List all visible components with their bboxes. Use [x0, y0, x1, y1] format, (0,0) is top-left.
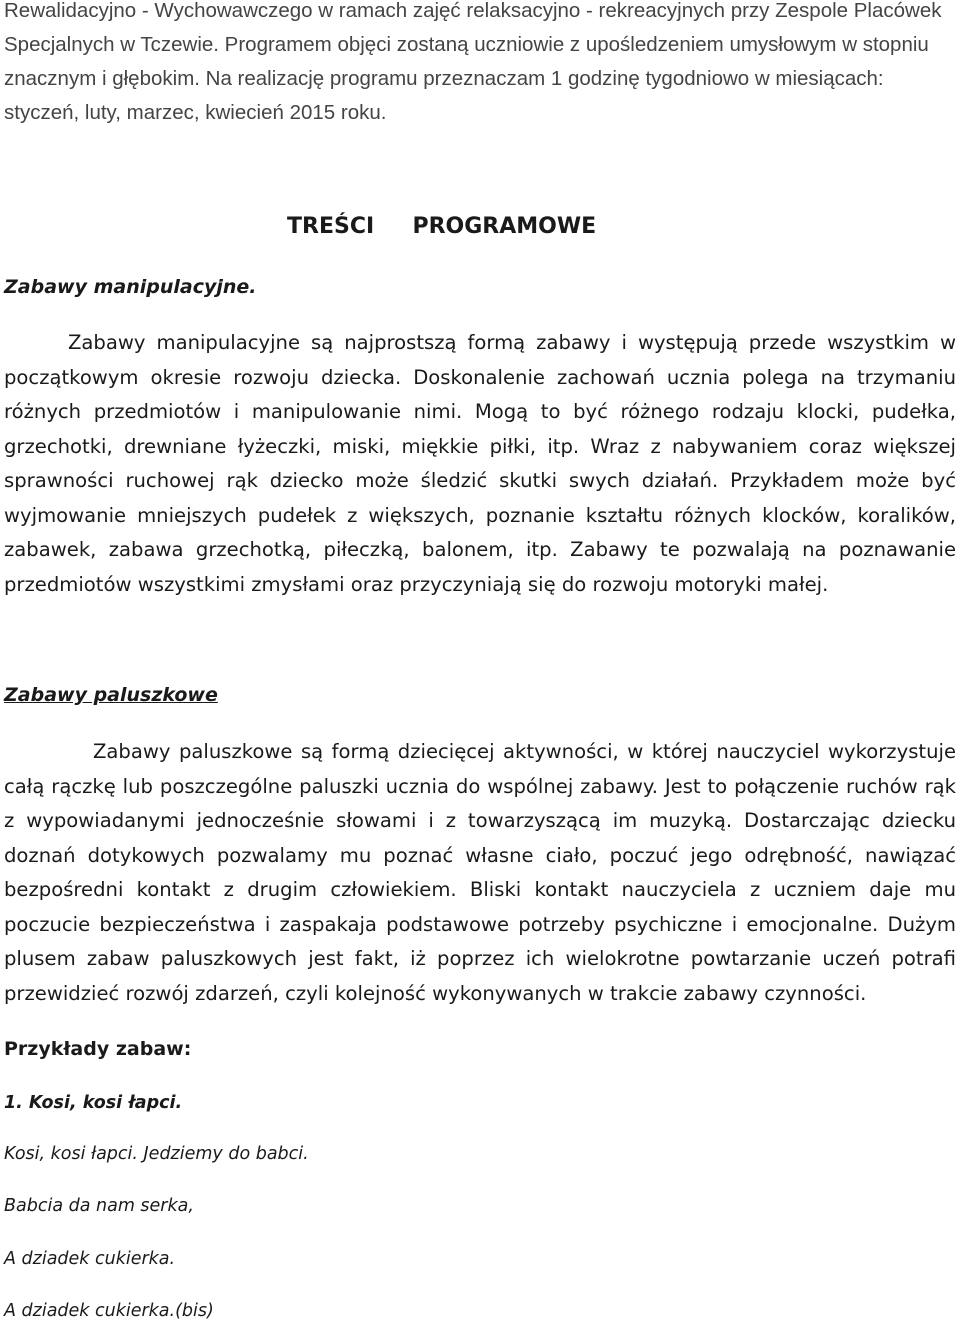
section-text-paluszkowe: Zabawy paluszkowe są formą dziecięcej aktywności, w której nauczyciel wykorzystuje całą rączkę lub poszczególne paluszki ucznia do wspólnej zabawy. Jest to połączenie ruchów rąk z wypowiadanymi jednocześnie słowami i z towarzyszącą im muzyką. Dostarczając dziecku doznań dotykowych pozwalamy mu poznać własne ciało, poczuć jego odrębność, nawiązać bezpośredni kontakt z drugim człowiekiem. Bliski kontakt nauczyciela z uczniem daje mu poczucie bezpieczeństwa i zaspakaja podstawowe potrzeby psychiczne i emocjonalne. Dużym plusem zabaw paluszkowych jest fakt, iż poprzez ich wielokrotne powtarzanie uczeń potrafi przewidzieć rozwój zdarzeń, czyli kolejność wykonywanych w trakcie zabawy czynności.: [4, 740, 956, 1005]
verse-line: Kosi, kosi łapci. Jedziemy do babci.: [4, 1144, 309, 1164]
verse-line: A dziadek cukierka.: [4, 1249, 176, 1269]
section-text-manipulacyjne: Zabawy manipulacyjne są najprostszą formą zabawy i występują przede wszystkim w początkowym okresie rozwoju dziecka. Doskonalenie zachowań ucznia polega na trzymaniu różnych przedmiotów i manipulowanie nimi. Mogą to być różnego rodzaju klocki, pudełka, grzechotki, drewniane łyżeczki, miski, miękkie piłki, itp. Wraz z nabywaniem coraz większej sprawności ruchowej rąk dziecko może śledzić skutki swych działań. Przykładem może być wyjmowanie mniejszych pudełek z większych, poznanie kształtu różnych klocków, koralików, zabawek, zabawa grzechotką, piłeczką, balonem, itp. Zabawy te pozwalają na poznawanie przedmiotów wszystkimi zmysłami oraz przyczyniają się do rozwoju motoryki małej.: [4, 331, 956, 596]
section-title-manipulacyjne: Zabawy manipulacyjne.: [4, 276, 257, 298]
main-heading: TREŚCI PROGRAMOWE: [287, 214, 597, 239]
example-1-title: 1. Kosi, kosi łapci.: [4, 1093, 183, 1113]
section-title-paluszkowe: Zabawy paluszkowe: [4, 684, 218, 706]
verse-line: A dziadek cukierka.(bis): [4, 1301, 214, 1321]
examples-heading: Przykłady zabaw:: [4, 1038, 192, 1060]
intro-paragraph: Rewalidacyjno - Wychowawczego w ramach zajęć relaksacyjno - rekreacyjnych przy Zespole Placówek Specjalnych w Tczewie. Programem objęci zostaną uczniowie z upośledzeniem umysłowym w stopniu znacznym i głębokim. Na realizację programu przeznaczam 1 godzinę tygodniowo w miesiącach: styczeń, luty, marzec, kwiecień 2015 roku.: [4, 0, 942, 124]
verse-line: Babcia da nam serka,: [4, 1196, 194, 1216]
